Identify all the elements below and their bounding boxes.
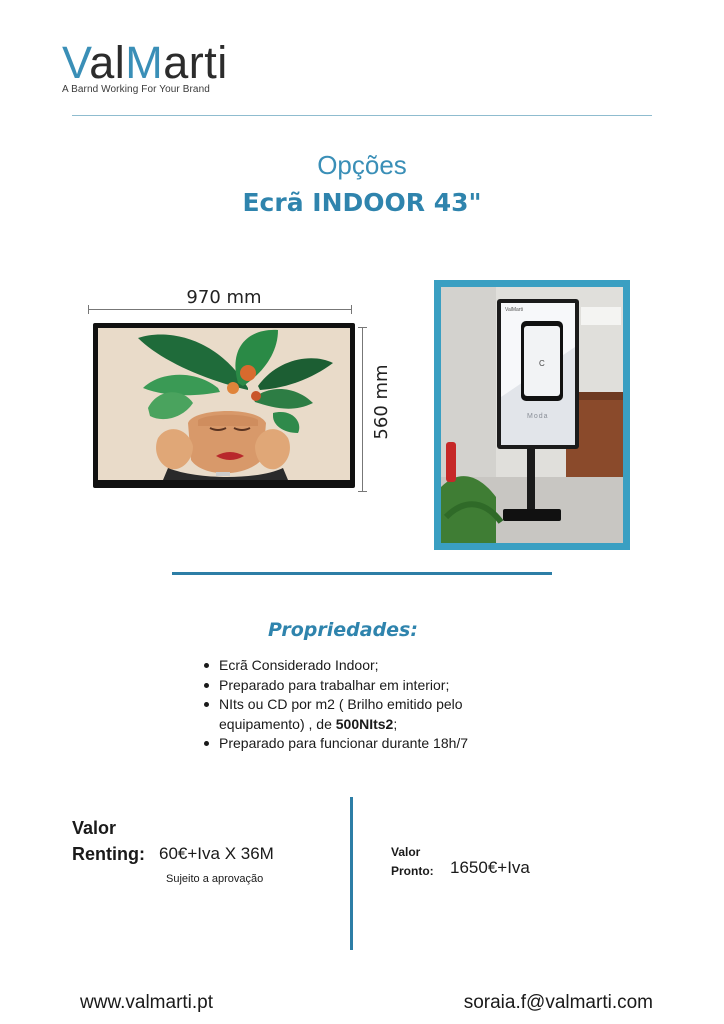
pricing-divider <box>350 797 353 950</box>
brand-logo <box>62 37 228 88</box>
width-dimension-line <box>88 309 352 310</box>
property-text: Preparado para trabalhar em interior; <box>219 676 450 693</box>
list-item <box>200 734 540 754</box>
footer-website-link[interactable]: www.valmarti.pt <box>80 992 214 1013</box>
property-text: Preparado para funcionar durante 18h/7 <box>219 735 469 751</box>
list-item <box>200 695 540 734</box>
renting-label-line2: Renting: <box>72 844 145 864</box>
logo-letter-v: V <box>62 37 90 88</box>
renting-note: Sujeito a aprovação <box>166 873 264 885</box>
property-text-end: ; <box>393 715 398 732</box>
product-photo-frame <box>434 280 630 550</box>
product-photo <box>441 287 623 543</box>
width-tick-right <box>351 305 352 314</box>
height-dimension-line <box>362 327 363 492</box>
screen-text: Moda <box>527 413 549 420</box>
section-divider <box>172 572 552 575</box>
property-text: NIts ou CD por m2 ( Brilho emitido pelo equipamento) , de <box>219 696 463 732</box>
height-tick-bottom <box>358 491 367 492</box>
page-title: Opções <box>317 150 407 180</box>
logo-text-al: al <box>89 37 126 88</box>
pronto-label-line1: Valor <box>391 845 421 859</box>
tv-illustration <box>93 323 355 488</box>
pronto-label-line2: Pronto: <box>391 864 434 878</box>
list-item <box>200 676 540 696</box>
pronto-price: 1650€+Iva <box>450 858 530 877</box>
renting-label-line1: Valor <box>72 818 117 838</box>
property-bold-value: 500NIts2 <box>335 715 394 732</box>
screen-brand: ValMarti <box>505 307 523 313</box>
height-dimension-label: 560 mm <box>371 364 392 440</box>
logo-text-arti: arti <box>163 37 228 88</box>
footer-email-link[interactable]: soraia.f@valmarti.com <box>463 992 653 1013</box>
brand-tagline: A Barnd Working For Your Brand <box>62 84 210 95</box>
page-subtitle: Ecrã INDOOR 43" <box>242 188 482 217</box>
height-tick-top <box>358 327 367 328</box>
width-tick-left <box>88 305 89 314</box>
property-text: Ecrã Considerado Indoor; <box>219 657 379 673</box>
properties-heading: Propriedades: <box>268 619 418 641</box>
list-item <box>200 656 540 676</box>
top-divider <box>72 115 652 116</box>
logo-letter-m: M <box>125 37 164 88</box>
screen-letter: C <box>539 359 545 368</box>
width-dimension-label: 970 mm <box>186 287 262 308</box>
renting-price: 60€+Iva X 36M <box>159 844 274 863</box>
properties-list <box>200 656 540 754</box>
tv-artwork <box>98 328 350 480</box>
